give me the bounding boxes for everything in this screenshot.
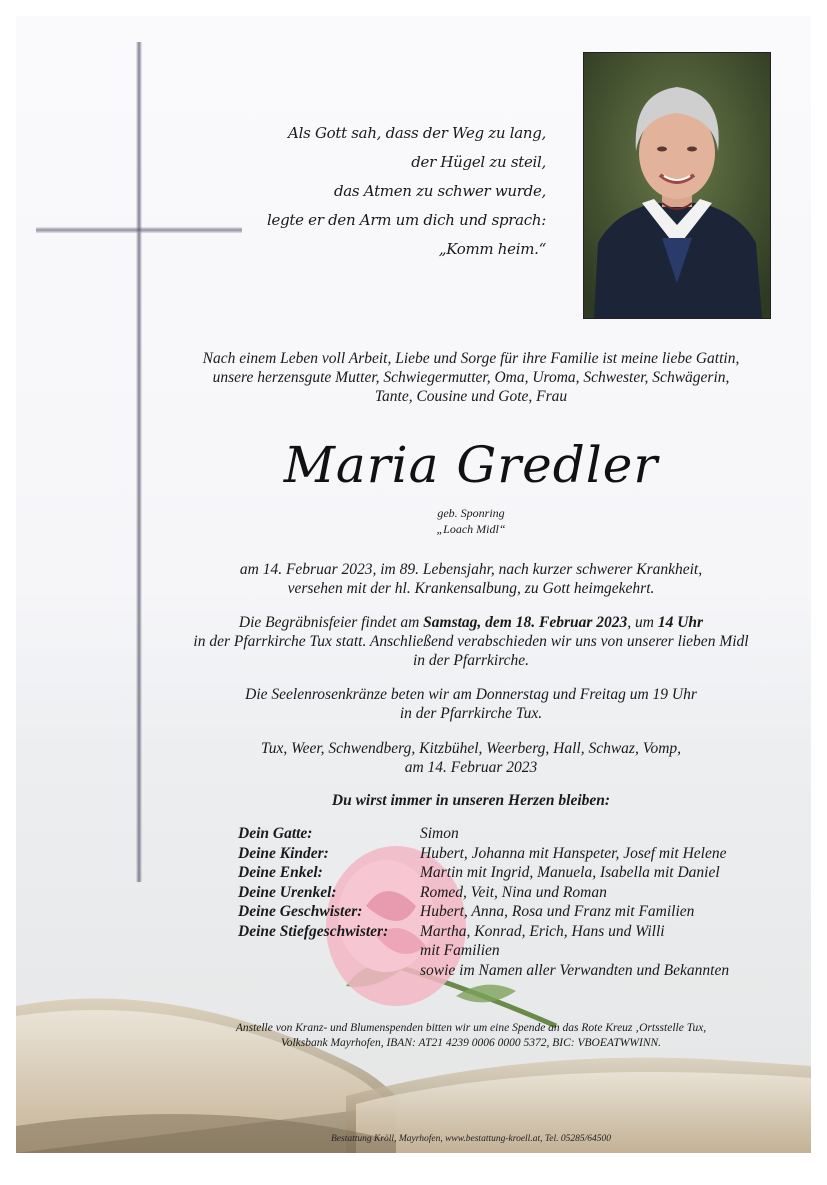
quote-line: das Atmen zu schwer wurde, bbox=[333, 182, 546, 200]
mourner-row bbox=[238, 824, 780, 844]
rosary-line: Die Seelenrosenkränze beten wir am Donnerstag und Freitag um 19 Uhr bbox=[245, 686, 697, 703]
mourner-name-line: Simon bbox=[420, 825, 459, 842]
funeral-mid: , um bbox=[627, 614, 658, 631]
nickname: „Loach Midl“ bbox=[436, 522, 506, 536]
funeral-time: 14 Uhr bbox=[657, 614, 704, 631]
mourner-row bbox=[238, 922, 780, 981]
funeral-line-2: in der Pfarrkirche Tux statt. Anschließend verabschieden wir uns von unserer lieben Midl bbox=[193, 633, 749, 650]
rosary-line: in der Pfarrkirche Tux. bbox=[399, 705, 543, 722]
quote-line: Als Gott sah, dass der Weg zu lang, bbox=[288, 124, 546, 142]
mourner-relation: Deine Enkel: bbox=[238, 864, 323, 881]
mourner-names bbox=[420, 863, 780, 883]
mourner-names bbox=[420, 922, 780, 981]
quote-line: „Komm heim.“ bbox=[438, 240, 546, 258]
mourner-relation: Deine Geschwister: bbox=[238, 903, 363, 920]
funeral-line-1 bbox=[156, 613, 786, 632]
mourner-relation: Deine Kinder: bbox=[238, 844, 329, 862]
donation-line: Volksbank Mayrhofen, IBAN: AT21 4239 0006 0000 5372, BIC: VBOEATWWINN. bbox=[280, 1037, 662, 1049]
mourner-name-line: Martha, Konrad, Erich, Hans und Willi bbox=[420, 922, 665, 940]
mourner-name-line: Hubert, Johanna mit Hanspeter, Josef mit Helene bbox=[420, 844, 727, 862]
deceased-name: Maria Gredler bbox=[283, 436, 659, 494]
mourner-name-line: mit Familien bbox=[420, 942, 500, 959]
maiden-name: geb. Sponring bbox=[437, 506, 505, 520]
intro-text bbox=[156, 349, 786, 406]
portrait-photo bbox=[583, 52, 771, 319]
places-line: am 14. Februar 2023 bbox=[404, 759, 538, 776]
funeral-date: Samstag, dem 18. Februar 2023 bbox=[423, 614, 628, 631]
mourner-relation: Deine Urenkel: bbox=[238, 883, 337, 901]
mourner-name-line: Romed, Veit, Nina und Roman bbox=[420, 883, 607, 901]
motto: Du wirst immer in unseren Herzen bleiben: bbox=[331, 792, 611, 809]
mourner-relation: Dein Gatte: bbox=[238, 825, 313, 842]
death-line: am 14. Februar 2023, im 89. Lebensjahr, nach kurzer schwerer Krankheit, bbox=[239, 561, 703, 578]
mourner-row bbox=[238, 844, 780, 864]
quote bbox=[246, 119, 546, 264]
intro-line: unsere herzensgute Mutter, Schwiegermutter, Oma, Uroma, Schwester, Schwägerin, bbox=[212, 369, 730, 386]
mourner-names bbox=[420, 902, 780, 922]
mourner-names bbox=[420, 883, 780, 903]
donation-line: Anstelle von Kranz- und Blumenspenden bitten wir um eine Spende an das Rote Kreuz ‚Ortsstelle Tux, bbox=[235, 1022, 707, 1034]
mourner-row bbox=[238, 902, 780, 922]
mourner-names bbox=[420, 824, 780, 844]
funeral-info bbox=[156, 613, 786, 670]
mourner-names bbox=[420, 844, 780, 864]
intro-line: Nach einem Leben voll Arbeit, Liebe und Sorge für ihre Familie ist meine liebe Gattin, bbox=[202, 350, 740, 367]
death-notice bbox=[156, 560, 786, 598]
mourner-name-line: Hubert, Anna, Rosa und Franz mit Familien bbox=[420, 903, 695, 920]
mourners-list bbox=[238, 824, 780, 980]
funeral-line-3: in der Pfarrkirche. bbox=[412, 652, 530, 669]
quote-line: legte er den Arm um dich und sprach: bbox=[267, 211, 546, 229]
cross-vertical-beam bbox=[136, 42, 142, 882]
quote-line: der Hügel zu steil, bbox=[411, 153, 546, 171]
mourner-relation: Deine Stiefgeschwister: bbox=[238, 922, 389, 940]
mourner-row bbox=[238, 883, 780, 903]
mourner-name-line: sowie im Namen aller Verwandten und Bekannten bbox=[420, 961, 730, 979]
places-date bbox=[156, 739, 786, 777]
places-line: Tux, Weer, Schwendberg, Kitzbühel, Weerberg, Hall, Schwaz, Vomp, bbox=[260, 740, 682, 757]
death-line: versehen mit der hl. Krankensalbung, zu Gott heimgekehrt. bbox=[287, 580, 655, 597]
rosary-info bbox=[156, 685, 786, 723]
donation-notice bbox=[136, 1021, 806, 1051]
cross-horizontal-beam bbox=[36, 227, 242, 233]
obituary-page bbox=[16, 16, 811, 1153]
funeral-home-footer: Bestattung Kröll, Mayrhofen, www.bestattung-kroell.at, Tel. 05285/64500 bbox=[331, 1134, 611, 1144]
funeral-prefix: Die Begräbnisfeier findet am bbox=[238, 614, 424, 631]
birth-info bbox=[156, 505, 786, 537]
intro-line: Tante, Cousine und Gote, Frau bbox=[374, 388, 568, 405]
mourner-name-line: Martin mit Ingrid, Manuela, Isabella mit Daniel bbox=[420, 864, 720, 881]
mourner-row bbox=[238, 863, 780, 883]
